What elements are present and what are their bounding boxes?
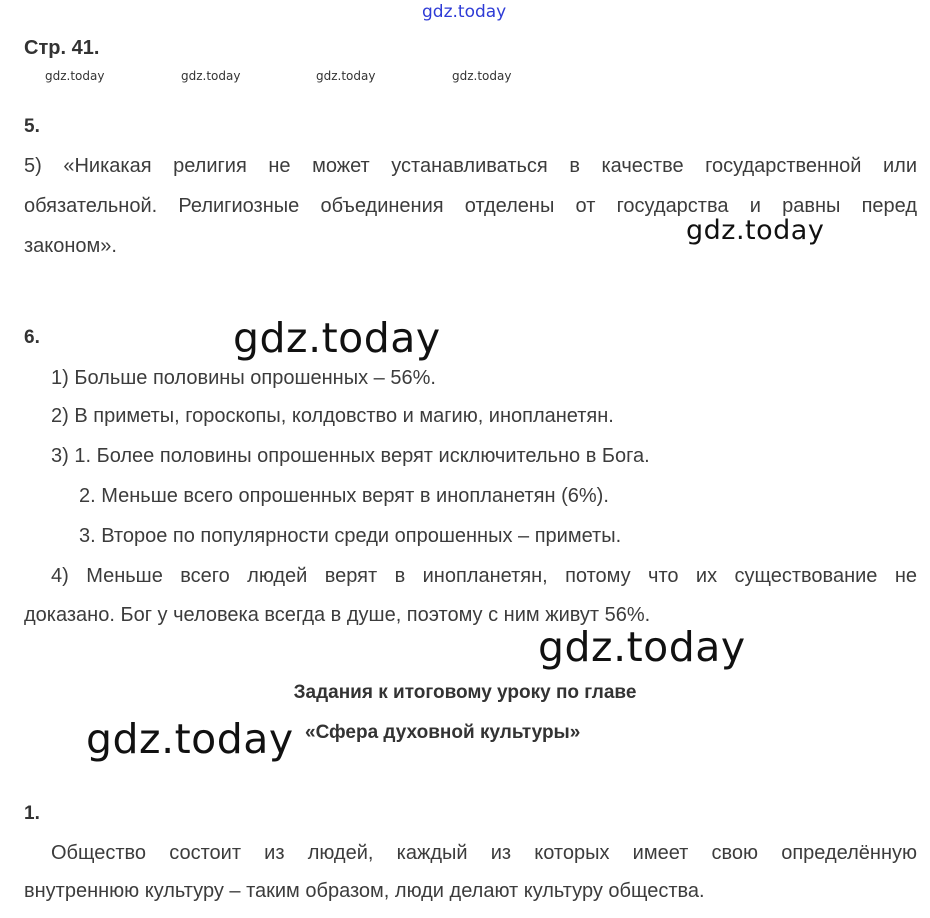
watermark-mid-1: gdz.today — [686, 215, 825, 246]
section-title-line-2: «Сфера духовной культуры» — [305, 722, 581, 743]
task6-number: 6. — [24, 327, 40, 348]
task1-line-2: внутреннюю культуру – таким образом, люди делают культуру общества. — [24, 880, 705, 902]
watermark-big-2: gdz.today — [538, 623, 746, 671]
section-title-line-1: Задания к итоговому уроку по главе — [293, 682, 637, 703]
watermark-big-3: gdz.today — [86, 715, 294, 763]
task6-line-2: 2) В приметы, гороскопы, колдовство и магию, инопланетян. — [51, 405, 614, 427]
task6-line-4: 2. Меньше всего опрошенных верят в инопланетян (6%). — [79, 485, 609, 507]
task6-line-1: 1) Больше половины опрошенных – 56%. — [51, 367, 436, 389]
watermark-small-2: gdz.today — [181, 69, 241, 83]
task5-line-2: обязательной. Религиозные объединения отделены от государства и равны перед — [24, 195, 917, 217]
watermark-top: gdz.today — [422, 2, 507, 22]
task6-line-6: 4) Меньше всего людей верят в инопланетян, потому что их существование не — [51, 565, 917, 587]
task6-line-7: доказано. Бог у человека всегда в душе, поэтому с ним живут 56%. — [24, 604, 651, 626]
page-title: Стр. 41. — [24, 37, 100, 59]
watermark-small-3: gdz.today — [316, 69, 376, 83]
task5-number: 5. — [24, 116, 40, 137]
watermark-small-4: gdz.today — [452, 69, 512, 83]
task5-line-1: 5) «Никакая религия не может устанавливаться в качестве государственной или — [24, 155, 917, 177]
watermark-big-1: gdz.today — [233, 314, 441, 362]
task5-line-3: законом». — [24, 235, 117, 257]
task1-line-1: Общество состоит из людей, каждый из которых имеет свою определённую — [51, 842, 917, 864]
task6-line-3: 3) 1. Более половины опрошенных верят исключительно в Бога. — [51, 445, 650, 467]
task6-line-5: 3. Второе по популярности среди опрошенных – приметы. — [79, 525, 622, 547]
watermark-small-1: gdz.today — [45, 69, 105, 83]
task1-number: 1. — [24, 803, 40, 824]
